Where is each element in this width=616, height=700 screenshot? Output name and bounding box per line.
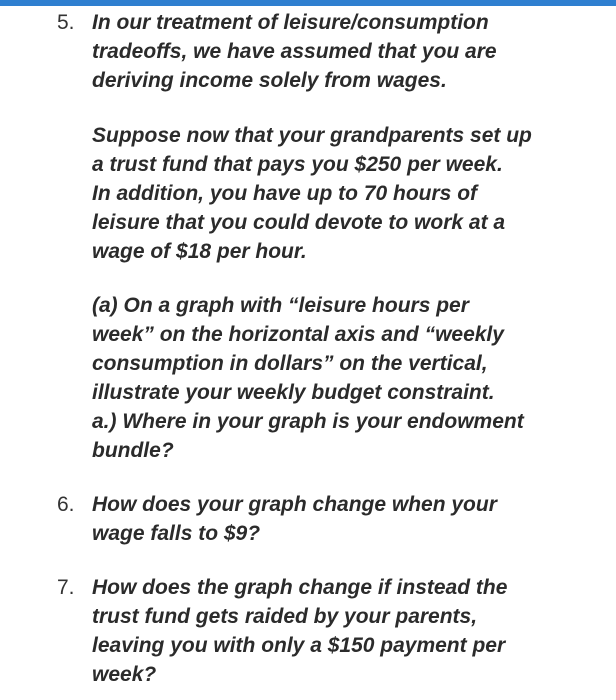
question-paragraph (92, 121, 532, 266)
text-line: How does the graph change if instead the (92, 576, 508, 599)
text-line: tradeoffs, we have assumed that you are (92, 40, 497, 63)
question-paragraph (92, 291, 524, 465)
text-line: leisure that you could devote to work at a (92, 211, 506, 234)
text-line: a trust fund that pays you $250 per week. (92, 153, 503, 176)
text-line: How does your graph change when your (92, 493, 497, 516)
text-line: illustrate your weekly budget constraint. (92, 381, 495, 404)
question-number: 7. (57, 576, 75, 599)
question-number: 5. (57, 11, 75, 34)
text-line: week? (92, 663, 157, 686)
text-line: wage falls to $9? (92, 522, 261, 545)
question-paragraph (92, 8, 497, 95)
text-line: Suppose now that your grandparents set up (92, 124, 532, 147)
text-line: trust fund gets raided by your parents, (92, 605, 478, 628)
question-number: 6. (57, 493, 75, 516)
top-accent-bar (0, 0, 616, 6)
text-line: bundle? (92, 439, 174, 462)
text-line: leaving you with only a $150 payment per (92, 634, 506, 657)
text-line: (a) On a graph with “leisure hours per (92, 294, 469, 317)
text-line: wage of $18 per hour. (92, 240, 307, 263)
text-line: a.) Where in your graph is your endowment (92, 410, 524, 433)
text-line: consumption in dollars” on the vertical, (92, 352, 488, 375)
text-line: week” on the horizontal axis and “weekly (92, 323, 504, 346)
text-line: In our treatment of leisure/consumption (92, 11, 489, 34)
text-line: In addition, you have up to 70 hours of (92, 182, 478, 205)
question-paragraph (92, 573, 507, 689)
text-line: deriving income solely from wages. (92, 69, 447, 92)
question-paragraph (92, 490, 497, 548)
